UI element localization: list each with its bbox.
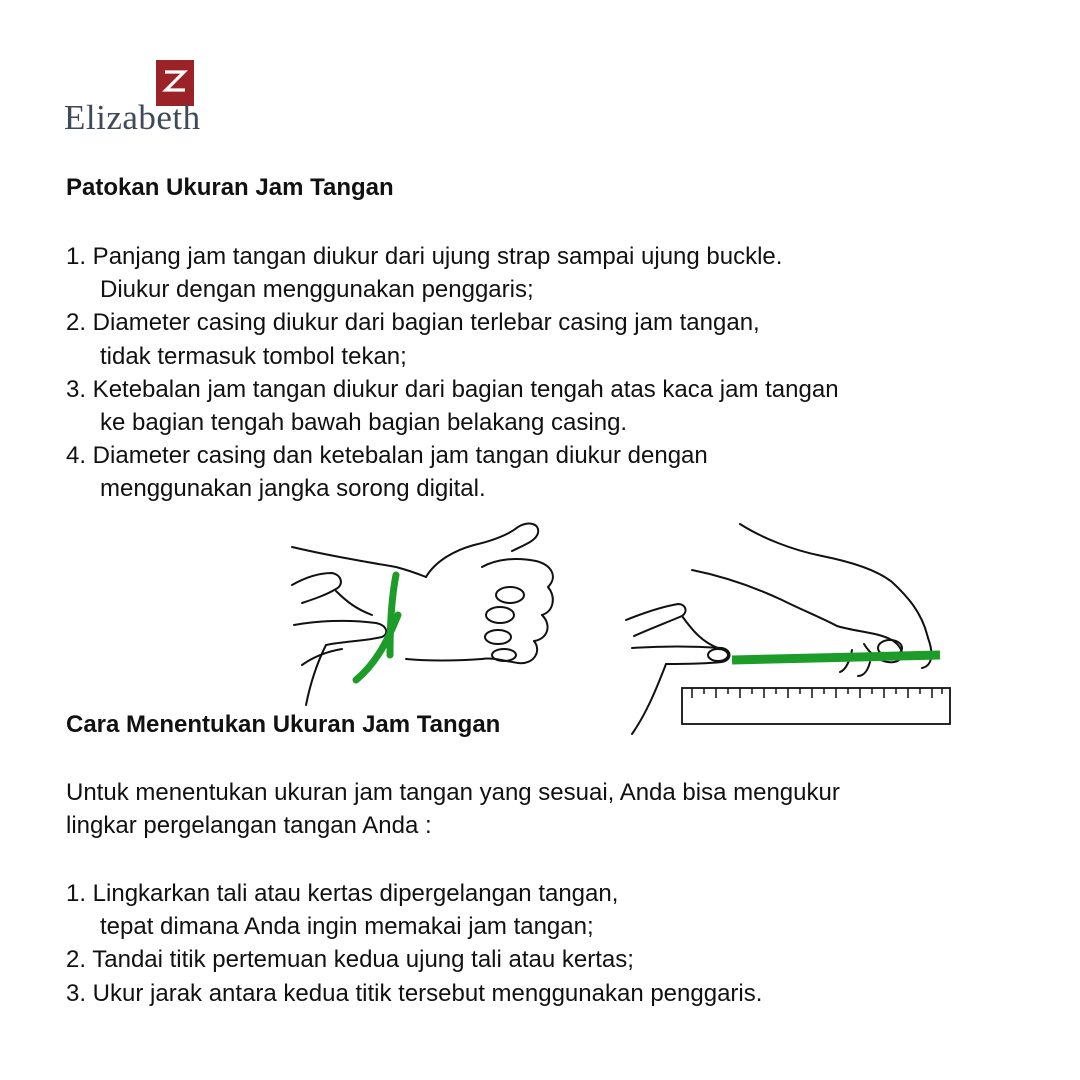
intro-text: lingkar pergelangan tangan Anda :: [66, 812, 432, 840]
section2-title: Cara Menentukan Ukuran Jam Tangan: [66, 711, 501, 738]
list-item-text: ke bagian tengah bawah bagian belakang casing.: [100, 409, 628, 437]
list-item: [66, 977, 762, 1010]
list-item-text: menggunakan jangka sorong digital.: [100, 475, 486, 503]
list-item: [66, 240, 839, 306]
list-item: [66, 373, 839, 439]
list-item: [66, 439, 839, 505]
list-item: [66, 877, 762, 943]
list-item-text: 2. Diameter casing diukur dari bagian terlebar casing jam tangan,: [66, 309, 760, 337]
section1-title: Patokan Ukuran Jam Tangan: [66, 174, 394, 201]
size-guide-list: [66, 240, 839, 506]
list-item: [66, 943, 762, 976]
list-item-text: 3. Ukur jarak antara kedua titik tersebut menggunakan penggaris.: [66, 979, 763, 1007]
list-item-text: 3. Ketebalan jam tangan diukur dari bagian tengah atas kaca jam tangan: [66, 375, 839, 403]
list-item-text: tepat dimana Anda ingin memakai jam tangan;: [100, 913, 594, 941]
brand-name: Elizabeth: [64, 98, 201, 137]
list-item-text: 1. Lingkarkan tali atau kertas dipergelangan tangan,: [66, 880, 619, 907]
list-item-text: Diukur dengan menggunakan penggaris;: [100, 276, 534, 304]
brand-logo: [64, 60, 234, 135]
intro-paragraph: [66, 776, 840, 842]
list-item-text: tidak termasuk tombol tekan;: [100, 342, 407, 370]
list-item-text: 4. Diameter casing dan ketebalan jam tangan diukur dengan: [66, 442, 708, 470]
wrist-measuring-tape-icon: [286, 515, 566, 710]
list-item: [66, 306, 839, 372]
steps-list: [66, 877, 762, 1010]
intro-text: Untuk menentukan ukuran jam tangan yang sesuai, Anda bisa mengukur: [66, 779, 840, 806]
list-item-text: 1. Panjang jam tangan diukur dari ujung strap sampai ujung buckle.: [66, 243, 783, 270]
list-item-text: 2. Tandai titik pertemuan kedua ujung tali atau kertas;: [66, 946, 634, 974]
ruler-measurement-icon: [622, 520, 957, 738]
